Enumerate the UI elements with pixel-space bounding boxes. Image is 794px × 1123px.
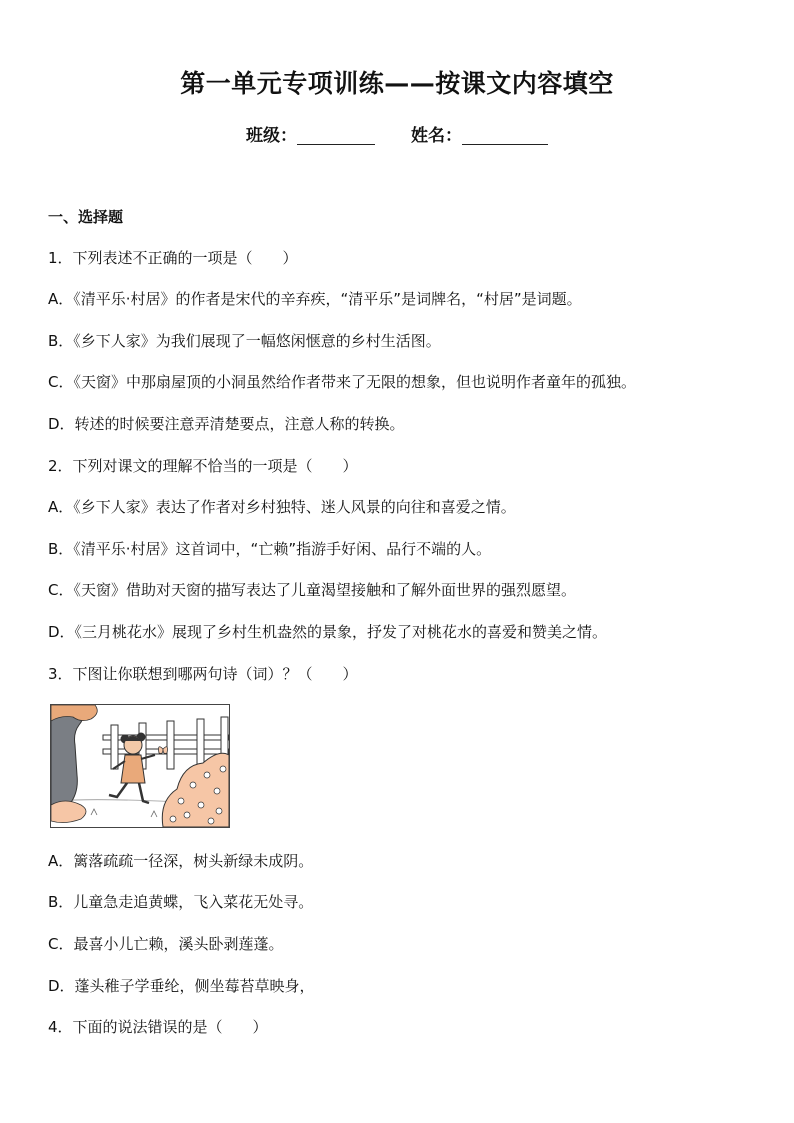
question-1-option-d: D．转述的时候要注意弄清楚要点，注意人称的转换。 xyxy=(48,415,405,433)
class-label: 班级： xyxy=(246,126,298,146)
question-2-option-b: B．《清平乐·村居》这首词中，“亡赖”指游手好闲、品行不端的人。 xyxy=(48,540,492,558)
question-1-option-c: C．《天窗》中那扇屋顶的小洞虽然给作者带来了无限的想象，但也说明作者童年的孤独。 xyxy=(48,373,636,391)
question-3-option-d: D．蓬头稚子学垂纶，侧坐莓苔草映身， xyxy=(48,977,315,995)
class-blank[interactable] xyxy=(297,126,375,145)
illustration-svg xyxy=(51,705,229,827)
question-2-option-c: C．《天窗》借助对天窗的描写表达了儿童渴望接触和了解外面世界的强烈愿望。 xyxy=(48,581,576,599)
question-3-option-a: A．篱落疏疏一径深，树头新绿未成阴。 xyxy=(48,852,314,870)
illustration-child-chasing-butterfly xyxy=(50,704,230,828)
question-3-stem: 3．下图让你联想到哪两句诗（词）？（ ） xyxy=(48,665,358,683)
question-2-option-a: A．《乡下人家》表达了作者对乡村独特、迷人风景的向往和喜爱之情。 xyxy=(48,498,516,516)
section-heading: 一、选择题 xyxy=(48,208,124,226)
question-3-option-b: B．儿童急走追黄蝶，飞入菜花无处寻。 xyxy=(48,893,314,911)
name-label: 姓名： xyxy=(410,126,462,146)
question-1-option-a: A．《清平乐·村居》的作者是宋代的辛弃疾，“清平乐”是词牌名，“村居”是词题。 xyxy=(48,290,582,308)
question-1-option-b: B．《乡下人家》为我们展现了一幅悠闲惬意的乡村生活图。 xyxy=(48,332,441,350)
question-3-option-c: C．最喜小儿亡赖，溪头卧剥莲蓬。 xyxy=(48,935,284,953)
grass-left xyxy=(51,801,86,823)
question-2-option-d: D．《三月桃花水》展现了乡村生机盎然的景象，抒发了对桃花水的喜爱和赞美之情。 xyxy=(48,623,608,641)
student-info xyxy=(0,121,794,146)
page-title: 第一单元专项训练——按课文内容填空 xyxy=(180,69,614,98)
question-4-stem: 4．下面的说法错误的是（ ） xyxy=(48,1018,268,1036)
grass-tufts xyxy=(91,809,157,817)
name-blank[interactable] xyxy=(462,126,548,145)
tree-trunk xyxy=(51,705,84,809)
question-2-stem: 2．下列对课文的理解不恰当的一项是（ ） xyxy=(48,457,358,475)
question-1-stem: 1．下列表述不正确的一项是（ ） xyxy=(48,249,298,267)
